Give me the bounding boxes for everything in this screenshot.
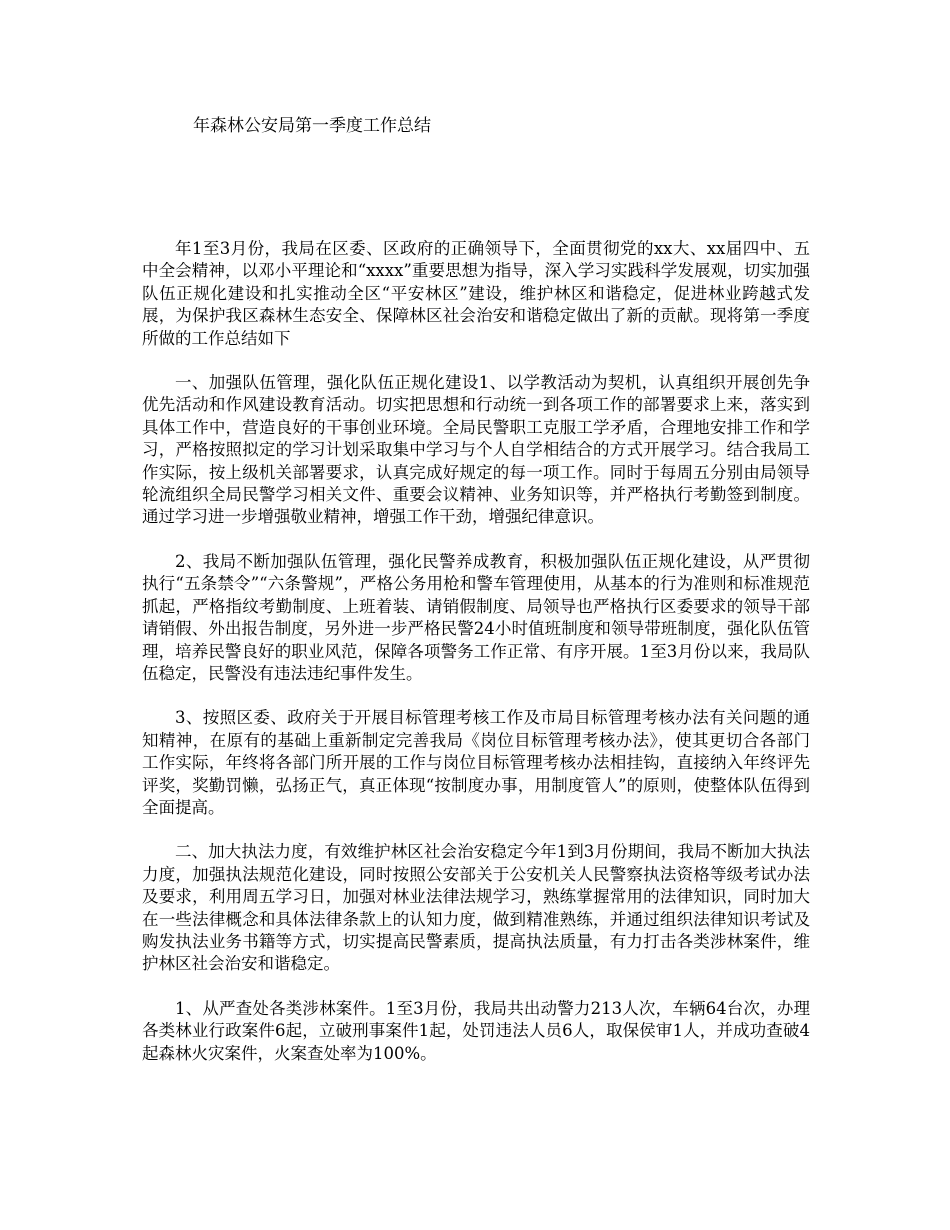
paragraph-section-2: 二、加大执法力度，有效维护林区社会治安稳定今年1到3月份期间，我局不断加大执法力度，加强执法规范化建设，同时按照公安部关于公安机关人民警察执法资格等级考试办法及要求，利用周五学习日，加强对林业法律法规学习，熟练掌握常用的法律知识，同时加大在一些法律概念和具体法律条款上的认知力度，做到精准熟练，并通过组织法律知识考试及购发执法业务书籍等方式，切实提高民警素质，提高执法质量，有力打击各类涉林案件，维护林区社会治安和谐稳定。	[142, 842, 810, 974]
document-title: 年森林公安局第一季度工作总结	[193, 116, 431, 136]
paragraph-section-1: 一、加强队伍管理，强化队伍正规化建设1、以学教活动为契机，认真组织开展创先争优先活动和作风建设教育活动。切实把思想和行动统一到各项工作的部署要求上来，落实到具体工作中，营造良好的干事创业环境。全局民警职工克服工学矛盾，合理地安排工作和学习，严格按照拟定的学习计划采取集中学习与个人自学相结合的方式开展学习。结合我局工作实际，按上级机关部署要求，认真完成好规定的每一项工作。同时于每周五分别由局领导轮流组织全局民警学习相关文件、重要会议精神、业务知识等，并严格执行考勤签到制度。通过学习进一步增强敬业精神，增强工作干劲，增强纪律意识。	[142, 373, 810, 527]
paragraph-item-3: 3、按照区委、政府关于开展目标管理考核工作及市局目标管理考核办法有关问题的通知精神，在原有的基础上重新制定完善我局《岗位目标管理考核办法》，使其更切合各部门工作实际，年终将各部门所开展的工作与岗位目标管理考核办法相挂钩，直接纳入年终评先评奖，奖勤罚懒，弘扬正气，真正体现“按制度办事，用制度管人”的原则，使整体队伍得到全面提高。	[142, 708, 810, 817]
document-body	[142, 238, 810, 1087]
paragraph-item-2: 2、我局不断加强队伍管理，强化民警养成教育，积极加强队伍正规化建设，从严贯彻执行“五条禁令”“六条警规”，严格公务用枪和警车管理使用，从基本的行为准则和标准规范抓起，严格指纹考勤制度、上班着装、请销假制度、局领导也严格执行区委要求的领导干部请销假、外出报告制度，另外进一步严格民警24小时值班制度和领导带班制度，强化队伍管理，培养民警良好的职业风范，保障各项警务工作正常、有序开展。1至3月份以来，我局队伍稳定，民警没有违法违纪事件发生。	[142, 551, 810, 683]
paragraph-case-stats: 1、从严查处各类涉林案件。1至3月份，我局共出动警力213人次，车辆64台次，办理各类林业行政案件6起，立破刑事案件1起，处罚违法人员6人，取保侯审1人，并成功查破4起森林火灾案件，火案查处率为100%。	[142, 998, 810, 1063]
paragraph-intro: 年1至3月份，我局在区委、区政府的正确领导下，全面贯彻党的xx大、xx届四中、五中全会精神，以邓小平理论和“xxxx”重要思想为指导，深入学习实践科学发展观，切实加强队伍正规化建设和扎实推动全区“平安林区”建设，维护林区和谐稳定，促进林业跨越式发展，为保护我区森林生态安全、保障林区社会治安和谐稳定做出了新的贡献。现将第一季度所做的工作总结如下	[142, 239, 810, 348]
